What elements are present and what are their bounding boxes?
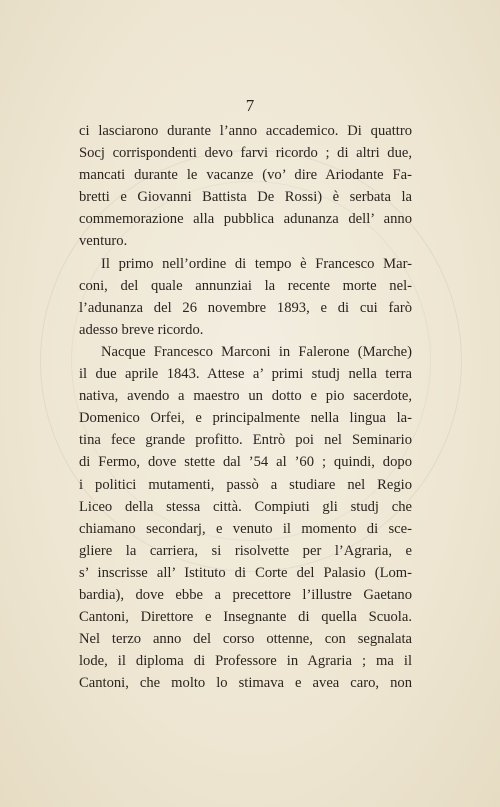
text-line: coni, del quale annunziai la recente morte nel-	[79, 277, 412, 294]
text-line: il due aprile 1843. Attese a’ primi studj nella terra	[79, 366, 412, 383]
page-number: 7	[245, 96, 255, 115]
text-line: Liceo della stessa città. Compiuti gli studj che	[79, 498, 412, 515]
text-line: bardia), dove ebbe a precettore l’illustre Gaetano	[79, 586, 412, 603]
body-text	[79, 120, 412, 694]
text-line: ci lasciarono durante l’anno accademico. Di quattro	[79, 123, 412, 139]
text-line: Il primo nell’ordine di tempo è Francesco Mar-	[101, 255, 412, 272]
text-line: nativa, avendo a maestro un dotto e pio sacerdote,	[79, 388, 412, 405]
text-line: commemorazione alla pubblica adunanza dell’ anno	[79, 211, 412, 228]
text-line: tina fece grande profitto. Entrò poi nel Seminario	[79, 432, 412, 449]
text-line: bretti e Giovanni Battista De Rossi) è serbata la	[79, 189, 412, 206]
text-line: i politici mutamenti, passò a studiare nel Regio	[79, 476, 412, 493]
text-line: Cantoni, Direttore e Insegnante di quella Scuola.	[79, 609, 412, 626]
text-line: venturo.	[79, 233, 128, 250]
text-line: chiamano secondarj, e venuto il momento di sce-	[79, 520, 412, 537]
text-line: Cantoni, che molto lo stimava e avea caro, non	[79, 675, 412, 692]
text-line: Nel terzo anno del corso ottenne, con segnalata	[79, 631, 412, 648]
text-line: l’adunanza del 26 novembre 1893, e di cui farò	[79, 299, 412, 316]
text-line: Domenico Orfei, e principalmente nella lingua la-	[79, 410, 412, 427]
text-line: s’ inscrisse all’ Istituto di Corte del Palasio (Lom-	[79, 564, 412, 581]
text-line: mancati durante le vacanze (vo’ dire Ariodante Fa-	[79, 167, 412, 184]
text-line: adesso breve ricordo.	[79, 321, 204, 338]
text-line: gliere la carriera, si risolvette per l’Agraria, e	[79, 542, 412, 559]
text-line: Socj corrispondenti devo farvi ricordo ; di altri due,	[79, 145, 412, 162]
text-line: di Fermo, dove stette dal ’54 al ’60 ; quindi, dopo	[79, 454, 412, 471]
text-line: lode, il diploma di Professore in Agraria ; ma il	[79, 653, 412, 670]
text-line: Nacque Francesco Marconi in Falerone (Marche)	[101, 343, 412, 360]
